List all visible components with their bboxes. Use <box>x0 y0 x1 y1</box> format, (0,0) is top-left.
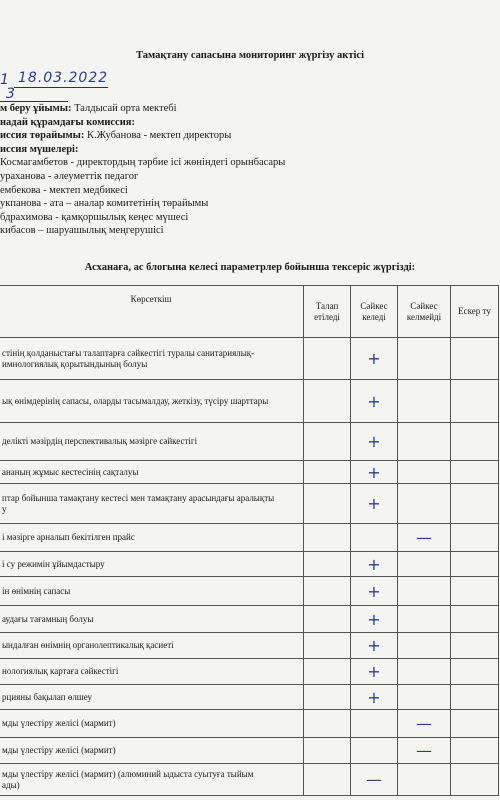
note-cell <box>451 606 499 633</box>
info-line-text: К.Жубанова - мектеп директоры <box>84 130 232 142</box>
compliant-cell: + <box>351 685 398 710</box>
indicator-cell: птар бойынша тамақтану кестесі мен тамақтану арасындағы аралықты у <box>0 484 304 524</box>
header-indicator: Көрсеткіш <box>0 286 304 338</box>
info-line <box>0 184 500 198</box>
required-cell <box>304 606 351 633</box>
noncompliant-cell <box>398 577 451 606</box>
table-row <box>0 606 499 633</box>
compliant-cell: + <box>351 423 398 461</box>
indicator-cell: і мәзірге арналып бекітілген прайс <box>0 524 304 552</box>
table-row <box>0 577 499 606</box>
info-line-label: иссия төрайымы: <box>0 130 85 142</box>
note-cell <box>451 423 499 461</box>
table-row <box>0 659 499 685</box>
compliant-cell: + <box>351 484 398 524</box>
required-cell <box>304 380 351 423</box>
compliant-cell: + <box>351 633 398 659</box>
indicator-cell: ық өнімдерінің сапасы, оларды тасымалдау, жеткізу, түсіру шарттары <box>0 380 304 423</box>
noncompliant-cell <box>398 633 451 659</box>
info-line-text: кибасов – шаруашылық меңгерушісі <box>0 225 164 237</box>
info-line <box>0 197 500 211</box>
info-line-text: ембекова - мектеп медбикесі <box>0 184 128 196</box>
noncompliant-cell <box>398 606 451 633</box>
info-line <box>0 116 500 130</box>
table-row <box>0 685 499 710</box>
required-cell <box>304 577 351 606</box>
table-row <box>0 461 499 484</box>
required-cell <box>304 764 351 796</box>
date-underline <box>14 87 108 88</box>
table-row <box>0 338 499 380</box>
indicator-cell: і су режимін ұйымдастыру <box>0 552 304 577</box>
indicator-cell: мды үлестіру желісі (мармит) <box>0 738 304 764</box>
required-cell <box>304 338 351 380</box>
table-row <box>0 484 499 524</box>
note-cell <box>451 552 499 577</box>
header-note: Ескер ту <box>451 286 499 338</box>
handwritten-date: 18.03.2022 <box>18 70 109 86</box>
note-cell <box>451 380 499 423</box>
indicator-cell: аудағы тағамның болуы <box>0 606 304 633</box>
info-line-text: бдрахимова - қамқоршылық кеңес мүшесі <box>0 211 189 223</box>
note-cell <box>451 738 499 764</box>
noncompliant-cell <box>398 659 451 685</box>
document-title: Тамақтану сапасына мониторинг жүргізу актісі <box>136 50 364 61</box>
noncompliant-cell: — <box>398 710 451 738</box>
handwritten-date-block <box>0 70 120 100</box>
noncompliant-cell <box>398 461 451 484</box>
info-line-label: м беру ұйымы: <box>0 103 72 114</box>
info-line <box>0 224 500 238</box>
table-row <box>0 552 499 577</box>
commission-info <box>0 102 500 238</box>
table-row <box>0 380 499 423</box>
noncompliant-cell: — <box>398 524 451 552</box>
header-compliant: Сәйкес келеді <box>351 286 398 338</box>
table-row <box>0 423 499 461</box>
note-cell <box>451 710 499 738</box>
note-cell <box>451 338 499 380</box>
compliant-cell <box>351 524 398 552</box>
indicator-cell: ындалған өнімнің органолептикалық қасиеті <box>0 633 304 659</box>
compliant-cell <box>351 710 398 738</box>
compliant-cell: + <box>351 577 398 606</box>
info-line <box>0 156 500 170</box>
noncompliant-cell <box>398 380 451 423</box>
required-cell <box>304 633 351 659</box>
indicator-cell: делікті мәзірдің перспективалық мәзірге сәйкестігі <box>0 423 304 461</box>
handwritten-date-lead: 1 <box>0 72 9 88</box>
compliant-cell: + <box>351 659 398 685</box>
info-line-label: надай құрамдағы комиссия: <box>0 116 135 128</box>
required-cell <box>304 552 351 577</box>
required-cell <box>304 484 351 524</box>
info-line-label: иссия мүшелері: <box>0 143 79 155</box>
compliant-cell <box>351 738 398 764</box>
compliant-cell: + <box>351 461 398 484</box>
info-line <box>0 102 500 116</box>
required-cell <box>304 461 351 484</box>
table-row <box>0 710 499 738</box>
note-cell <box>451 633 499 659</box>
table-row <box>0 524 499 552</box>
info-line <box>0 143 500 157</box>
noncompliant-cell <box>398 764 451 796</box>
indicator-cell: ананың жұмыс кестесінің сақталуы <box>0 461 304 484</box>
note-cell <box>451 461 499 484</box>
indicator-cell: рцияны бақылап өлшеу <box>0 685 304 710</box>
indicator-cell: стінің қолданыстағы талаптарға сәйкестігі туралы санитариялық- имнологиялық қорытындының болуы <box>0 338 304 380</box>
info-line <box>0 170 500 184</box>
info-line <box>0 211 500 225</box>
note-cell <box>451 685 499 710</box>
inspection-table <box>0 285 499 796</box>
table-row <box>0 764 499 796</box>
compliant-cell: + <box>351 380 398 423</box>
indicator-cell: нологиялық картаға сәйкестігі <box>0 659 304 685</box>
indicator-cell: мды үлестіру желісі (мармит) (алюминий ыдыста суытуға тыйым ады) <box>0 764 304 796</box>
noncompliant-cell <box>398 552 451 577</box>
info-line-text: ураханова - әлеуметтік педагог <box>0 170 139 182</box>
required-cell <box>304 659 351 685</box>
note-cell <box>451 524 499 552</box>
header-noncompliant: Сәйкес келмейді <box>398 286 451 338</box>
noncompliant-cell <box>398 423 451 461</box>
noncompliant-cell <box>398 338 451 380</box>
table-row <box>0 633 499 659</box>
indicator-cell: мды үлестіру желісі (мармит) <box>0 710 304 738</box>
inspection-subtitle: Асханаға, ас блогына келесі параметрлер бойынша тексеріс жүргізді: <box>84 262 416 273</box>
note-cell <box>451 484 499 524</box>
indicator-cell: ін өнімнің сапасы <box>0 577 304 606</box>
info-line <box>0 129 500 143</box>
note-cell <box>451 659 499 685</box>
info-line-text: укпанова - ата – аналар комитетінің төрайымы <box>0 198 209 210</box>
table-body <box>0 338 499 796</box>
required-cell <box>304 738 351 764</box>
note-cell <box>451 764 499 796</box>
compliant-cell: — <box>351 764 398 796</box>
noncompliant-cell <box>398 685 451 710</box>
compliant-cell: + <box>351 606 398 633</box>
required-cell <box>304 685 351 710</box>
handwritten-number: 3 <box>6 86 15 102</box>
note-cell <box>451 577 499 606</box>
info-line-text: Космагамбетов - директордың тәрбие ісі жөніндегі орынбасары <box>0 157 286 169</box>
required-cell <box>304 710 351 738</box>
compliant-cell: + <box>351 338 398 380</box>
header-required: Талап етіледі <box>304 286 351 338</box>
required-cell <box>304 423 351 461</box>
required-cell <box>304 524 351 552</box>
table-header-row <box>0 286 499 338</box>
compliant-cell: + <box>351 552 398 577</box>
table-row <box>0 738 499 764</box>
noncompliant-cell <box>398 484 451 524</box>
info-line-text: Талдысай орта мектебі <box>71 103 177 114</box>
noncompliant-cell: — <box>398 738 451 764</box>
